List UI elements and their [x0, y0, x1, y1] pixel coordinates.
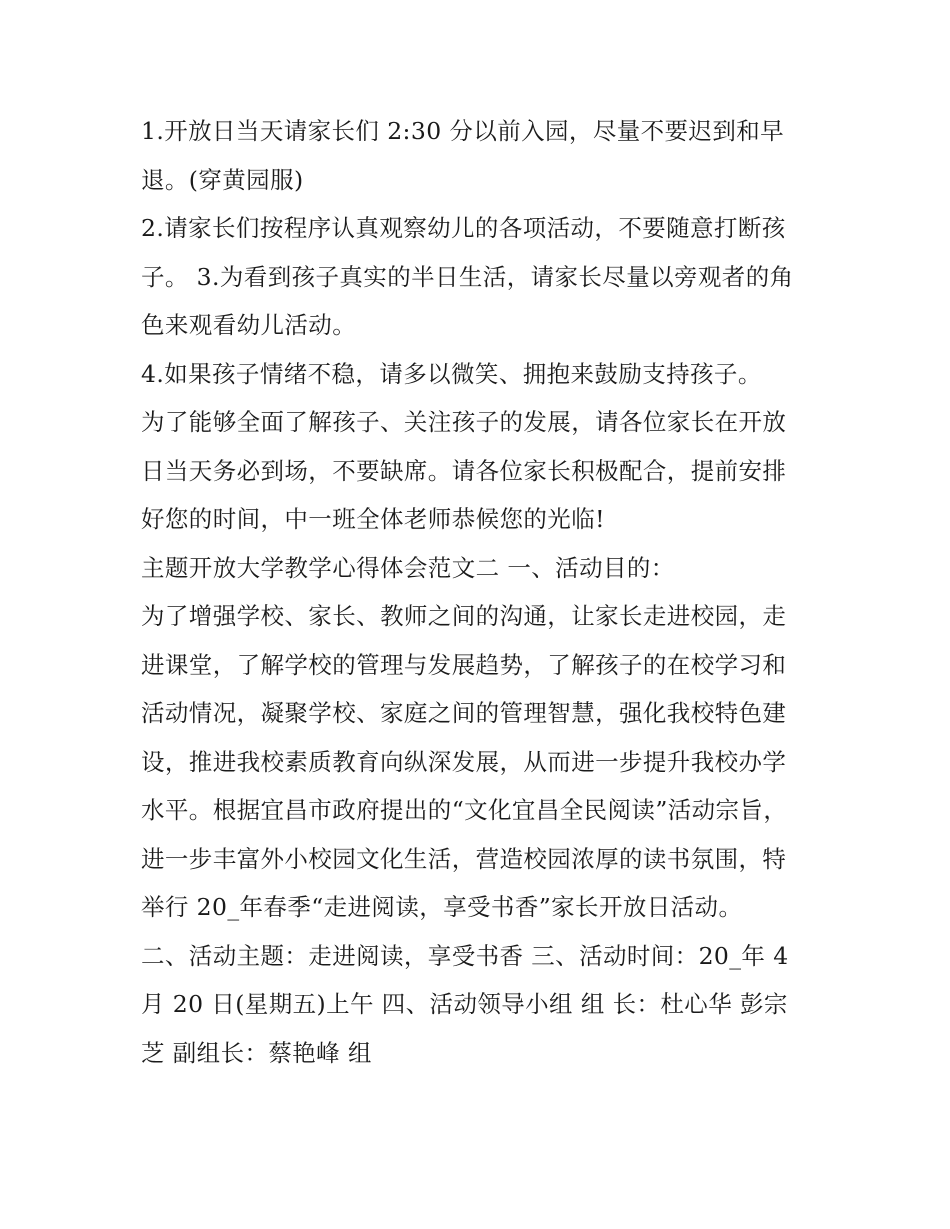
text-line: 4.如果孩子情绪不稳，请多以微笑、拥抱来鼓励支持孩子。	[141, 359, 762, 388]
text-line: 好您的时间，中一班全体老师恭候您的光临!	[141, 505, 605, 533]
text-line: 活动情况，凝聚学校、家庭之间的管理智慧，强化我校特色建	[141, 699, 787, 727]
text-line: 设，推进我校素质教育向纵深发展，从而进一步提升我校办学	[141, 747, 787, 776]
text-line: 进一步丰富外小校园文化生活，营造校园浓厚的读书氛围，特	[141, 844, 787, 873]
text-line: 进课堂，了解学校的管理与发展趋势，了解孩子的在校学习和	[141, 650, 787, 679]
document-body	[141, 107, 821, 1077]
text-line: 色来观看幼儿活动。	[141, 311, 357, 339]
text-line: 芝 副组长：蔡艳峰 组	[141, 1038, 372, 1067]
text-line: 二、活动主题：走进阅读，享受书香 三、活动时间：20_年 4	[141, 941, 789, 970]
text-line: 2.请家长们按程序认真观察幼儿的各项活动，不要随意打断孩	[141, 214, 786, 242]
section-heading: 主题开放大学教学心得体会范文二 一、活动目的：	[141, 553, 675, 582]
text-line: 1.开放日当天请家长们 2:30 分以前入园，尽量不要迟到和早	[141, 117, 785, 145]
text-line: 为了能够全面了解孩子、关注孩子的发展，请各位家长在开放	[141, 408, 787, 436]
text-line: 为了增强学校、家长、教师之间的沟通，让家长走进校园，走	[141, 602, 787, 630]
text-line: 月 20 日(星期五)上午 四、活动领导小组 组 长：杜心华 彭宗	[141, 990, 788, 1018]
text-line: 举行 20_年春季“走进阅读，享受书香”家长开放日活动。	[141, 893, 743, 921]
text-line: 退。(穿黄园服)	[141, 165, 304, 194]
text-line: 子。 3.为看到孩子真实的半日生活，请家长尽量以旁观者的角	[141, 262, 794, 291]
text-line: 日当天务必到场，不要缺席。请各位家长积极配合，提前安排	[141, 456, 787, 485]
text-line: 水平。根据宜昌市政府提出的“文化宜昌全民阅读”活动宗旨，	[141, 796, 788, 824]
